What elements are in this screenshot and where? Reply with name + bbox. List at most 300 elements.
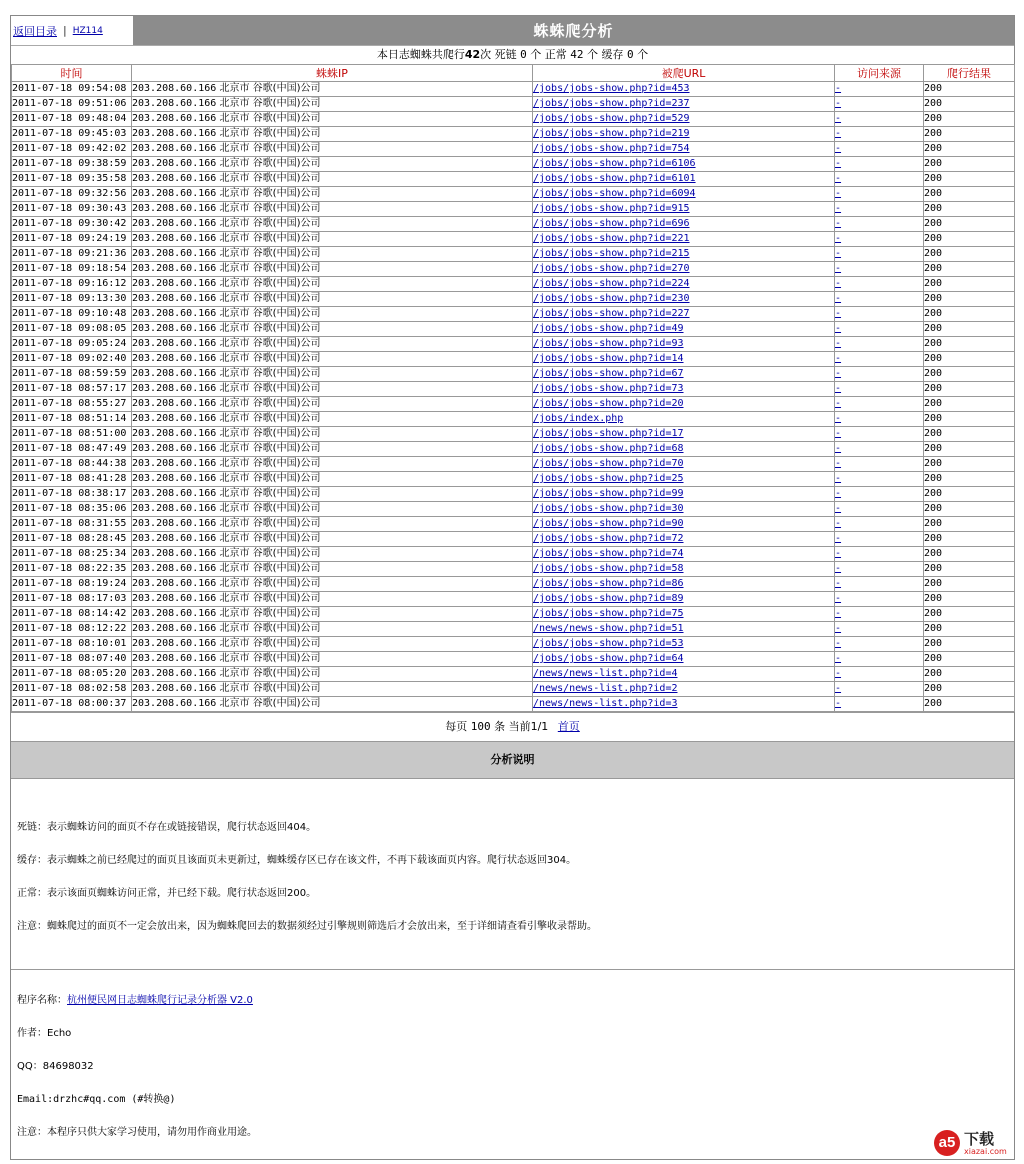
cell-url [533, 277, 835, 292]
first-page-link[interactable]: 首页 [557, 720, 580, 733]
cell-time: 2011-07-18 09:21:36 [12, 247, 132, 262]
program-name-line [17, 984, 1008, 1017]
cell-source [835, 127, 924, 142]
source-link[interactable]: - [835, 578, 842, 589]
source-link[interactable]: - [835, 218, 842, 229]
ip-location: 北京市 谷歌(中国)公司 [219, 233, 321, 244]
cell-time: 2011-07-18 08:12:22 [12, 622, 132, 637]
cell-time: 2011-07-18 09:30:43 [12, 202, 132, 217]
cell-result: 200 [924, 697, 1015, 712]
current-page: 当前1/1 [508, 720, 549, 733]
cell-result: 200 [924, 637, 1015, 652]
source-link[interactable]: - [835, 308, 842, 319]
ip-location: 北京市 谷歌(中国)公司 [219, 698, 321, 709]
cell-source [835, 487, 924, 502]
crawled-url-link[interactable]: /jobs/jobs-show.php?id=224 [533, 278, 690, 289]
cell-result: 200 [924, 217, 1015, 232]
cell-time: 2011-07-18 08:35:06 [12, 502, 132, 517]
source-link[interactable]: - [835, 518, 842, 529]
cell-spider-ip [132, 142, 533, 157]
ip-location: 北京市 谷歌(中国)公司 [219, 263, 321, 274]
ip-address: 203.208.60.166 [132, 323, 217, 334]
cell-time: 2011-07-18 09:02:40 [12, 352, 132, 367]
cell-source [835, 442, 924, 457]
watermark-domain: xiazai.com [964, 1147, 1007, 1156]
summary-dead-unit: 个 [530, 48, 542, 61]
ip-address: 203.208.60.166 [132, 173, 217, 184]
table-body [12, 82, 1015, 712]
cell-time: 2011-07-18 09:45:03 [12, 127, 132, 142]
source-link[interactable]: - [835, 323, 842, 334]
cell-source [835, 262, 924, 277]
cell-url [533, 532, 835, 547]
cell-result: 200 [924, 487, 1015, 502]
cell-source [835, 292, 924, 307]
cell-time: 2011-07-18 08:51:00 [12, 427, 132, 442]
cell-source [835, 592, 924, 607]
program-notice: 注意：本程序只供大家学习使用，请勿用作商业用途。 [17, 1127, 257, 1138]
ip-location: 北京市 谷歌(中国)公司 [219, 353, 321, 364]
crawled-url-link[interactable]: /news/news-list.php?id=3 [533, 698, 678, 709]
source-link[interactable]: - [835, 593, 842, 604]
cell-time: 2011-07-18 08:14:42 [12, 607, 132, 622]
cell-time: 2011-07-18 09:48:04 [12, 112, 132, 127]
cell-spider-ip [132, 352, 533, 367]
cell-source [835, 97, 924, 112]
cell-url [533, 472, 835, 487]
source-link[interactable]: - [835, 668, 842, 679]
ip-address: 203.208.60.166 [132, 383, 217, 394]
cell-time: 2011-07-18 08:57:17 [12, 382, 132, 397]
cell-spider-ip [132, 202, 533, 217]
table-row [12, 517, 1015, 532]
crawled-url-link[interactable]: /jobs/index.php [533, 413, 624, 424]
cell-result: 200 [924, 622, 1015, 637]
crawled-url-link[interactable]: /jobs/jobs-show.php?id=64 [533, 653, 684, 664]
page-container [10, 15, 1015, 1160]
cell-url [533, 637, 835, 652]
cell-spider-ip [132, 367, 533, 382]
crawled-url-link[interactable]: /jobs/jobs-show.php?id=453 [533, 83, 690, 94]
cell-url [533, 562, 835, 577]
ip-location: 北京市 谷歌(中国)公司 [219, 143, 321, 154]
table-row [12, 412, 1015, 427]
source-link[interactable]: - [835, 203, 842, 214]
source-link[interactable]: - [835, 293, 842, 304]
note-cache: 缓存：表示蜘蛛之前已经爬过的面页且该面页未更新过，蜘蛛缓存区已存在该文件，不再下载该面页内容。爬行状态返回304。 [17, 855, 577, 866]
table-row [12, 202, 1015, 217]
cell-result: 200 [924, 202, 1015, 217]
source-link[interactable]: - [835, 98, 842, 109]
cell-source [835, 652, 924, 667]
crawled-url-link[interactable]: /jobs/jobs-show.php?id=68 [533, 443, 684, 454]
crawled-url-link[interactable]: /jobs/jobs-show.php?id=230 [533, 293, 690, 304]
cell-source [835, 532, 924, 547]
cell-time: 2011-07-18 08:51:14 [12, 412, 132, 427]
cell-url [533, 442, 835, 457]
summary-cache: 0 [627, 48, 634, 61]
cell-time: 2011-07-18 08:28:45 [12, 532, 132, 547]
ip-location: 北京市 谷歌(中国)公司 [219, 128, 321, 139]
cell-time: 2011-07-18 09:32:56 [12, 187, 132, 202]
cell-source [835, 322, 924, 337]
ip-address: 203.208.60.166 [132, 98, 217, 109]
crawled-url-link[interactable]: /jobs/jobs-show.php?id=30 [533, 503, 684, 514]
crawled-url-link[interactable]: /jobs/jobs-show.php?id=73 [533, 383, 684, 394]
source-link[interactable]: - [835, 158, 842, 169]
cell-result: 200 [924, 172, 1015, 187]
source-link[interactable]: - [835, 473, 842, 484]
cell-url [533, 607, 835, 622]
cell-url [533, 517, 835, 532]
table-row [12, 562, 1015, 577]
source-link[interactable]: - [835, 233, 842, 244]
cell-url [533, 397, 835, 412]
cell-spider-ip [132, 337, 533, 352]
cell-url [533, 682, 835, 697]
crawled-url-link[interactable]: /news/news-list.php?id=2 [533, 683, 678, 694]
source-link[interactable]: - [835, 533, 842, 544]
cell-time: 2011-07-18 08:07:40 [12, 652, 132, 667]
crawled-url-link[interactable]: /jobs/jobs-show.php?id=25 [533, 473, 684, 484]
crawled-url-link[interactable]: /jobs/jobs-show.php?id=53 [533, 638, 684, 649]
cell-spider-ip [132, 187, 533, 202]
source-link[interactable]: - [835, 248, 842, 259]
crawled-url-link[interactable]: /jobs/jobs-show.php?id=58 [533, 563, 684, 574]
ip-location: 北京市 谷歌(中国)公司 [219, 368, 321, 379]
table-row [12, 322, 1015, 337]
table-row [12, 367, 1015, 382]
crawled-url-link[interactable]: /jobs/jobs-show.php?id=215 [533, 248, 690, 259]
ip-location: 北京市 谷歌(中国)公司 [219, 98, 321, 109]
column-header-spider-ip: 蛛蛛IP [132, 65, 533, 82]
cell-url [533, 667, 835, 682]
cell-result: 200 [924, 292, 1015, 307]
cell-result: 200 [924, 652, 1015, 667]
crawled-url-link[interactable]: /jobs/jobs-show.php?id=93 [533, 338, 684, 349]
analysis-notes [11, 779, 1014, 969]
crawled-url-link[interactable]: /jobs/jobs-show.php?id=696 [533, 218, 690, 229]
cell-source [835, 157, 924, 172]
cell-result: 200 [924, 367, 1015, 382]
cell-result: 200 [924, 577, 1015, 592]
ip-location: 北京市 谷歌(中国)公司 [219, 188, 321, 199]
crawled-url-link[interactable]: /jobs/jobs-show.php?id=20 [533, 398, 684, 409]
ip-address: 203.208.60.166 [132, 683, 217, 694]
ip-location: 北京市 谷歌(中国)公司 [219, 683, 321, 694]
ip-location: 北京市 谷歌(中国)公司 [219, 338, 321, 349]
source-link[interactable]: - [835, 683, 842, 694]
source-link[interactable]: - [835, 113, 842, 124]
ip-address: 203.208.60.166 [132, 263, 217, 274]
source-link[interactable]: - [835, 653, 842, 664]
crawl-log-table [11, 64, 1015, 712]
cell-url [533, 352, 835, 367]
source-link[interactable]: - [835, 458, 842, 469]
table-row [12, 352, 1015, 367]
source-link[interactable]: - [835, 623, 842, 634]
source-link[interactable]: - [835, 338, 842, 349]
ip-location: 北京市 谷歌(中国)公司 [219, 593, 321, 604]
cell-time: 2011-07-18 08:47:49 [12, 442, 132, 457]
crawled-url-link[interactable]: /jobs/jobs-show.php?id=6094 [533, 188, 696, 199]
table-row [12, 97, 1015, 112]
cell-url [533, 97, 835, 112]
cell-source [835, 637, 924, 652]
crawled-url-link[interactable]: /jobs/jobs-show.php?id=17 [533, 428, 684, 439]
table-row [12, 607, 1015, 622]
cell-source [835, 367, 924, 382]
cell-result: 200 [924, 187, 1015, 202]
cell-source [835, 397, 924, 412]
summary-dead: 0 [520, 48, 527, 61]
column-header-crawled-url: 被爬URL [533, 65, 835, 82]
hz114-link[interactable]: HZ114 [72, 25, 103, 36]
crawled-url-link[interactable]: /jobs/jobs-show.php?id=915 [533, 203, 690, 214]
ip-address: 203.208.60.166 [132, 278, 217, 289]
cell-result: 200 [924, 307, 1015, 322]
table-row [12, 697, 1015, 712]
crawled-url-link[interactable]: /jobs/jobs-show.php?id=86 [533, 578, 684, 589]
crawled-url-link[interactable]: /jobs/jobs-show.php?id=99 [533, 488, 684, 499]
source-link[interactable]: - [835, 398, 842, 409]
source-link[interactable]: - [835, 353, 842, 364]
ip-address: 203.208.60.166 [132, 533, 217, 544]
source-link[interactable]: - [835, 503, 842, 514]
note-dead-link: 死链：表示蜘蛛访问的面页不存在或链接错误，爬行状态返回404。 [17, 822, 317, 833]
ip-address: 203.208.60.166 [132, 458, 217, 469]
cell-time: 2011-07-18 08:00:37 [12, 697, 132, 712]
ip-address: 203.208.60.166 [132, 443, 217, 454]
crawled-url-link[interactable]: /jobs/jobs-show.php?id=754 [533, 143, 690, 154]
table-row [12, 667, 1015, 682]
summary-dead-label: 死链 [494, 48, 517, 61]
cell-url [533, 247, 835, 262]
cell-result: 200 [924, 142, 1015, 157]
cell-result: 200 [924, 532, 1015, 547]
ip-location: 北京市 谷歌(中国)公司 [219, 548, 321, 559]
ip-location: 北京市 谷歌(中国)公司 [219, 473, 321, 484]
cell-result: 200 [924, 667, 1015, 682]
crawled-url-link[interactable]: /jobs/jobs-show.php?id=6101 [533, 173, 696, 184]
page-title: 蛛蛛爬分析 [133, 16, 1014, 45]
cell-spider-ip [132, 307, 533, 322]
summary-cache-label: 缓存 [601, 48, 624, 61]
cell-source [835, 172, 924, 187]
table-row [12, 232, 1015, 247]
per-page-label: 每页 [445, 720, 468, 733]
cell-spider-ip [132, 562, 533, 577]
cell-spider-ip [132, 457, 533, 472]
ip-address: 203.208.60.166 [132, 503, 217, 514]
ip-address: 203.208.60.166 [132, 293, 217, 304]
crawl-summary [11, 45, 1014, 64]
ip-location: 北京市 谷歌(中国)公司 [219, 278, 321, 289]
header-links [11, 16, 133, 45]
crawled-url-link[interactable]: /news/news-list.php?id=4 [533, 668, 678, 679]
cell-result: 200 [924, 442, 1015, 457]
source-link[interactable]: - [835, 698, 842, 709]
ip-address: 203.208.60.166 [132, 248, 217, 259]
cell-url [533, 202, 835, 217]
source-link[interactable]: - [835, 368, 842, 379]
cell-url [533, 307, 835, 322]
crawled-url-link[interactable]: /jobs/jobs-show.php?id=89 [533, 593, 684, 604]
cell-time: 2011-07-18 09:16:12 [12, 277, 132, 292]
cell-url [533, 577, 835, 592]
table-row [12, 277, 1015, 292]
source-link[interactable]: - [835, 428, 842, 439]
ip-address: 203.208.60.166 [132, 158, 217, 169]
ip-address: 203.208.60.166 [132, 548, 217, 559]
ip-address: 203.208.60.166 [132, 623, 217, 634]
cell-source [835, 622, 924, 637]
cell-spider-ip [132, 127, 533, 142]
ip-address: 203.208.60.166 [132, 83, 217, 94]
source-link[interactable]: - [835, 83, 842, 94]
cell-result: 200 [924, 562, 1015, 577]
table-row [12, 292, 1015, 307]
cell-spider-ip [132, 667, 533, 682]
cell-spider-ip [132, 277, 533, 292]
crawled-url-link[interactable]: /jobs/jobs-show.php?id=237 [533, 98, 690, 109]
ip-address: 203.208.60.166 [132, 668, 217, 679]
ip-address: 203.208.60.166 [132, 698, 217, 709]
back-to-directory-link[interactable]: 返回目录 [13, 24, 57, 38]
cell-url [533, 382, 835, 397]
ip-address: 203.208.60.166 [132, 428, 217, 439]
cell-time: 2011-07-18 09:35:58 [12, 172, 132, 187]
cell-result: 200 [924, 157, 1015, 172]
ip-location: 北京市 谷歌(中国)公司 [219, 218, 321, 229]
crawled-url-link[interactable]: /jobs/jobs-show.php?id=75 [533, 608, 684, 619]
table-row [12, 577, 1015, 592]
source-link[interactable]: - [835, 413, 842, 424]
summary-cache-unit: 个 [637, 48, 649, 61]
program-name-label: 程序名称： [17, 995, 67, 1006]
source-link[interactable]: - [835, 173, 842, 184]
cell-spider-ip [132, 412, 533, 427]
summary-normal: 42 [570, 48, 584, 61]
cell-time: 2011-07-18 08:41:28 [12, 472, 132, 487]
table-row [12, 247, 1015, 262]
cell-time: 2011-07-18 09:51:06 [12, 97, 132, 112]
crawled-url-link[interactable]: /jobs/jobs-show.php?id=74 [533, 548, 684, 559]
cell-time: 2011-07-18 08:02:58 [12, 682, 132, 697]
cell-url [533, 337, 835, 352]
source-link[interactable]: - [835, 443, 842, 454]
crawled-url-link[interactable]: /jobs/jobs-show.php?id=72 [533, 533, 684, 544]
cell-result: 200 [924, 337, 1015, 352]
crawled-url-link[interactable]: /news/news-show.php?id=51 [533, 623, 684, 634]
cell-time: 2011-07-18 08:25:34 [12, 547, 132, 562]
source-link[interactable]: - [835, 188, 842, 199]
cell-time: 2011-07-18 08:19:24 [12, 577, 132, 592]
source-link[interactable]: - [835, 263, 842, 274]
source-link[interactable]: - [835, 548, 842, 559]
cell-source [835, 217, 924, 232]
cell-spider-ip [132, 322, 533, 337]
source-link[interactable]: - [835, 638, 842, 649]
cell-spider-ip [132, 442, 533, 457]
ip-address: 203.208.60.166 [132, 203, 217, 214]
crawled-url-link[interactable]: /jobs/jobs-show.php?id=221 [533, 233, 690, 244]
summary-total: 42 [464, 48, 481, 61]
source-link[interactable]: - [835, 608, 842, 619]
cell-result: 200 [924, 277, 1015, 292]
cell-source [835, 472, 924, 487]
table-row [12, 172, 1015, 187]
crawled-url-link[interactable]: /jobs/jobs-show.php?id=227 [533, 308, 690, 319]
note-normal: 正常：表示该面页蜘蛛访问正常，并已经下载。爬行状态返回200。 [17, 888, 317, 899]
ip-location: 北京市 谷歌(中国)公司 [219, 308, 321, 319]
cell-time: 2011-07-18 08:59:59 [12, 367, 132, 382]
cell-result: 200 [924, 682, 1015, 697]
cell-url [533, 367, 835, 382]
cell-result: 200 [924, 232, 1015, 247]
cell-spider-ip [132, 112, 533, 127]
cell-source [835, 337, 924, 352]
cell-source [835, 667, 924, 682]
cell-spider-ip [132, 232, 533, 247]
cell-result: 200 [924, 547, 1015, 562]
crawled-url-link[interactable]: /jobs/jobs-show.php?id=70 [533, 458, 684, 469]
ip-location: 北京市 谷歌(中国)公司 [219, 668, 321, 679]
crawled-url-link[interactable]: /jobs/jobs-show.php?id=90 [533, 518, 684, 529]
cell-spider-ip [132, 682, 533, 697]
cell-source [835, 247, 924, 262]
crawled-url-link[interactable]: /jobs/jobs-show.php?id=49 [533, 323, 684, 334]
ip-location: 北京市 谷歌(中国)公司 [219, 503, 321, 514]
crawled-url-link[interactable]: /jobs/jobs-show.php?id=270 [533, 263, 690, 274]
cell-source [835, 82, 924, 97]
table-row [12, 592, 1015, 607]
crawled-url-link[interactable]: /jobs/jobs-show.php?id=6106 [533, 158, 696, 169]
crawled-url-link[interactable]: /jobs/jobs-show.php?id=14 [533, 353, 684, 364]
analysis-heading: 分析说明 [11, 741, 1014, 779]
source-link[interactable]: - [835, 278, 842, 289]
ip-location: 北京市 谷歌(中国)公司 [219, 443, 321, 454]
cell-source [835, 547, 924, 562]
source-link[interactable]: - [835, 143, 842, 154]
cell-url [533, 82, 835, 97]
source-link[interactable]: - [835, 563, 842, 574]
cell-time: 2011-07-18 08:17:03 [12, 592, 132, 607]
table-row [12, 142, 1015, 157]
cell-time: 2011-07-18 08:31:55 [12, 517, 132, 532]
table-row [12, 652, 1015, 667]
source-link[interactable]: - [835, 383, 842, 394]
crawled-url-link[interactable]: /jobs/jobs-show.php?id=529 [533, 113, 690, 124]
pagination [11, 712, 1014, 741]
cell-source [835, 697, 924, 712]
ip-address: 203.208.60.166 [132, 638, 217, 649]
source-link[interactable]: - [835, 128, 842, 139]
cell-spider-ip [132, 637, 533, 652]
cell-spider-ip [132, 532, 533, 547]
ip-location: 北京市 谷歌(中国)公司 [219, 653, 321, 664]
crawled-url-link[interactable]: /jobs/jobs-show.php?id=67 [533, 368, 684, 379]
crawled-url-link[interactable]: /jobs/jobs-show.php?id=219 [533, 128, 690, 139]
cell-result: 200 [924, 472, 1015, 487]
ip-location: 北京市 谷歌(中国)公司 [219, 203, 321, 214]
summary-normal-label: 正常 [544, 48, 567, 61]
program-name-link[interactable]: 杭州便民网日志蜘蛛爬行记录分析器 V2.0 [67, 995, 253, 1006]
cell-spider-ip [132, 577, 533, 592]
cell-time: 2011-07-18 08:10:01 [12, 637, 132, 652]
cell-result: 200 [924, 352, 1015, 367]
source-link[interactable]: - [835, 488, 842, 499]
